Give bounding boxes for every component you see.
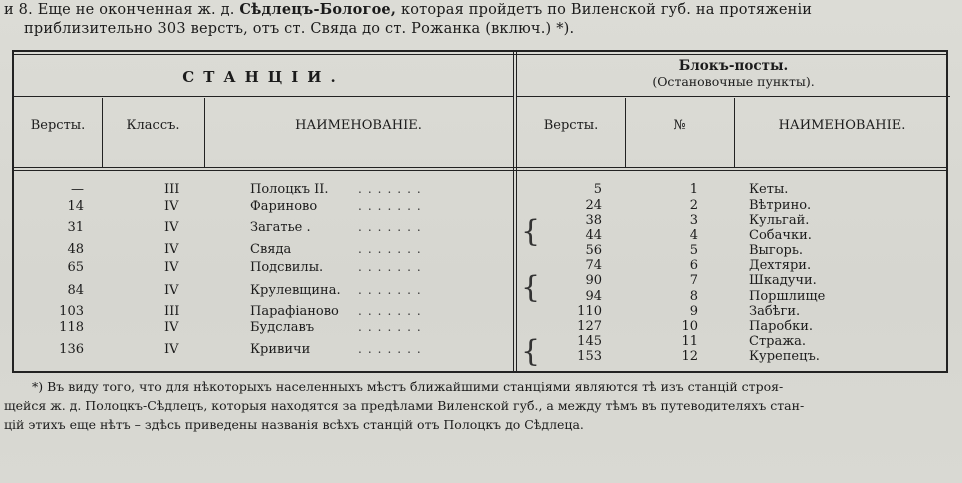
block-name: Паробки. bbox=[749, 319, 813, 334]
blocks-col-versts: Версты. bbox=[543, 118, 599, 133]
block-verst: 94 bbox=[585, 289, 602, 304]
table-header-rule bbox=[14, 167, 946, 171]
station-name: Подсвилы. bbox=[250, 260, 324, 275]
block-number: 4 bbox=[689, 228, 698, 243]
block-verst: 90 bbox=[585, 273, 602, 288]
block-number: 12 bbox=[681, 349, 698, 364]
block-verst: 38 bbox=[585, 213, 602, 228]
station-verst: 84 bbox=[67, 283, 84, 298]
block-verst: 24 bbox=[585, 198, 602, 213]
footnote bbox=[4, 377, 954, 434]
station-class: IV bbox=[164, 242, 179, 257]
station-verst: 65 bbox=[67, 260, 84, 275]
block-number: 2 bbox=[689, 198, 698, 213]
table-center-divider bbox=[513, 52, 517, 371]
block-name: Шкадучи. bbox=[749, 273, 817, 288]
leader-dots: ....... bbox=[358, 260, 427, 274]
block-number: 6 bbox=[689, 258, 698, 273]
block-name: Кульгай. bbox=[749, 213, 810, 228]
block-name: Стража. bbox=[749, 334, 807, 349]
block-name: Выгорь. bbox=[749, 243, 804, 258]
block-verst: 5 bbox=[593, 182, 602, 197]
station-name: Будславъ bbox=[250, 320, 315, 335]
station-name: Кривичи bbox=[250, 342, 311, 357]
station-verst: — bbox=[71, 182, 84, 197]
block-name: Забѣги. bbox=[749, 304, 801, 319]
block-name: Поршлище bbox=[749, 289, 826, 304]
block-name: Дехтяри. bbox=[749, 258, 812, 273]
intro-line-2: приблизительно 303 верстъ, отъ ст. Свяда до ст. Рожанка (включ.) *). bbox=[24, 21, 575, 37]
leader-dots: ....... bbox=[358, 220, 427, 234]
stations-col-versts: Версты. bbox=[30, 118, 86, 133]
block-verst: 110 bbox=[577, 304, 602, 319]
leader-dots: ....... bbox=[358, 242, 427, 256]
block-verst: 74 bbox=[585, 258, 602, 273]
leader-dots: ....... bbox=[358, 182, 427, 196]
station-class: IV bbox=[164, 260, 179, 275]
table-top-rule bbox=[14, 52, 946, 55]
footnote-line-2: щейся ж. д. Полоцкъ-Сѣдлецъ, которыя находятся за предѣлами Виленской губ., а между тѣмъ въ путеводителяхъ стан- bbox=[4, 398, 805, 413]
blocks-subheader-rule bbox=[517, 96, 950, 97]
stations-title: СТАНЦIИ. bbox=[182, 68, 345, 86]
station-name: Парафiаново bbox=[250, 304, 339, 319]
brace-38-44: { bbox=[521, 214, 541, 249]
station-verst: 31 bbox=[67, 220, 84, 235]
stations-table bbox=[12, 50, 948, 373]
stations-subheader-rule bbox=[14, 96, 513, 97]
block-number: 10 bbox=[681, 319, 698, 334]
stations-col-name: НАИМЕНОВАНIЕ. bbox=[295, 118, 422, 133]
leader-dots: ....... bbox=[358, 342, 427, 356]
station-verst: 48 bbox=[67, 242, 84, 257]
block-verst: 56 bbox=[585, 243, 602, 258]
intro-line-1-rest: которая пройдетъ по Виленской губ. на протяженiи bbox=[400, 2, 813, 18]
station-class: III bbox=[164, 182, 180, 197]
block-number: 11 bbox=[681, 334, 698, 349]
station-name: Загатье . bbox=[250, 220, 311, 235]
station-class: IV bbox=[164, 283, 179, 298]
leader-dots: ....... bbox=[358, 283, 427, 297]
intro-railway-name: Сѣдлецъ-Бологое, bbox=[239, 1, 397, 18]
brace-145-153: { bbox=[521, 334, 541, 369]
station-name: Свяда bbox=[250, 242, 292, 257]
blocks-title: Блокъ-посты. bbox=[678, 58, 789, 74]
block-number: 9 bbox=[689, 304, 698, 319]
block-number: 1 bbox=[689, 182, 698, 197]
station-verst: 103 bbox=[59, 304, 84, 319]
station-class: IV bbox=[164, 199, 179, 214]
block-verst: 44 bbox=[585, 228, 602, 243]
brace-90-94: { bbox=[521, 270, 541, 305]
station-name: Фариново bbox=[250, 199, 318, 214]
station-class: IV bbox=[164, 342, 179, 357]
station-verst: 14 bbox=[67, 199, 84, 214]
footnote-line-3: цiй этихъ еще нѣтъ – здѣсь приведены названiя всѣхъ станцiй отъ Полоцкъ до Сѣдлеца. bbox=[4, 417, 584, 432]
footnote-line-1: *) Въ виду того, что для нѣкоторыхъ населенныхъ мѣстъ ближайшими станцiями являются тѣ изъ станцiй строя- bbox=[32, 379, 784, 394]
block-number: 5 bbox=[689, 243, 698, 258]
station-name: Полоцкъ II. bbox=[250, 182, 329, 197]
block-name: Кеты. bbox=[749, 182, 789, 197]
intro-prefix: и 8. Еще не оконченная ж. д. bbox=[4, 2, 235, 18]
intro-line-1 bbox=[4, 0, 954, 20]
block-name: Вѣтрино. bbox=[749, 198, 812, 213]
leader-dots: ....... bbox=[358, 199, 427, 213]
blocks-col-number: № bbox=[673, 118, 686, 133]
block-verst: 153 bbox=[577, 349, 602, 364]
station-name: Крулевщина. bbox=[250, 283, 341, 298]
block-verst: 127 bbox=[577, 319, 602, 334]
leader-dots: ....... bbox=[358, 304, 427, 318]
block-number: 8 bbox=[689, 289, 698, 304]
block-verst: 145 bbox=[577, 334, 602, 349]
station-verst: 136 bbox=[59, 342, 84, 357]
stations-col-class: Классъ. bbox=[126, 118, 180, 133]
block-number: 3 bbox=[689, 213, 698, 228]
station-class: IV bbox=[164, 220, 179, 235]
block-name: Курепецъ. bbox=[749, 349, 820, 364]
station-verst: 118 bbox=[59, 320, 84, 335]
blocks-col-name: НАИМЕНОВАНIЕ. bbox=[778, 118, 906, 133]
intro-text bbox=[4, 0, 954, 39]
station-class: IV bbox=[164, 320, 179, 335]
station-class: III bbox=[164, 304, 180, 319]
blocks-subtitle: (Остановочные пункты). bbox=[652, 74, 815, 89]
block-number: 7 bbox=[689, 273, 698, 288]
leader-dots: ....... bbox=[358, 320, 427, 334]
block-name: Собачки. bbox=[749, 228, 812, 243]
